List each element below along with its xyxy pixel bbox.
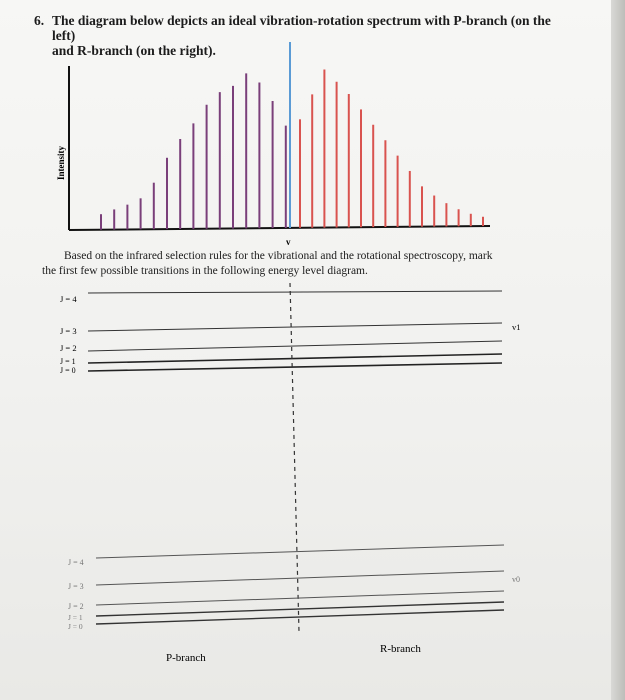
lower-label-j0: J = 0 (68, 622, 83, 631)
lower-vibrational-levels (68, 545, 520, 631)
upper-label-j3: J = 3 (60, 326, 77, 336)
x-axis (69, 226, 490, 230)
p-branch-bars (101, 73, 286, 229)
r-branch-bars (300, 69, 483, 227)
upper-label-j1: J = 1 (60, 357, 76, 366)
upper-level-j0 (88, 363, 502, 371)
lower-label-j4: J = 4 (68, 558, 84, 567)
upper-label-j2: J = 2 (60, 343, 77, 353)
upper-label-j0: J = 0 (60, 366, 76, 375)
instructions-line-2: the first few possible transitions in the following energy level diagram. (42, 265, 368, 277)
lower-level-j4 (96, 545, 504, 558)
instructions-line-1: Based on the infrared selection rules for the vibrational and the rotational spectroscopy, mark (64, 250, 493, 262)
band-center-label: v (286, 237, 291, 247)
upper-vibrational-levels (60, 291, 521, 375)
lower-level-j3 (96, 571, 504, 585)
y-axis-label: Intensity (56, 145, 66, 180)
lower-level-j2 (96, 591, 504, 605)
p-branch-label: P-branch (166, 652, 206, 664)
lower-v-label: v0 (512, 575, 520, 584)
question-line-2: and R-branch (on the right). (52, 43, 216, 58)
upper-level-j2 (88, 341, 502, 351)
lower-label-j1: J = 1 (68, 613, 83, 622)
question-number: 6. (34, 13, 45, 28)
upper-level-j1 (88, 354, 502, 363)
lower-level-j0 (96, 610, 504, 624)
lower-label-j3: J = 3 (68, 582, 84, 591)
upper-label-j4: J = 4 (60, 294, 77, 304)
lower-level-j1 (96, 602, 504, 616)
instructions (42, 249, 562, 279)
r-branch-label: R-branch (380, 643, 421, 655)
question-line-1: The diagram below depicts an ideal vibration-rotation spectrum with P-branch (on the left) (52, 13, 551, 43)
upper-v-label: v1 (512, 322, 521, 332)
dashed-center-line (290, 283, 299, 632)
upper-level-j3 (88, 323, 502, 331)
upper-level-j4 (88, 291, 502, 293)
lower-label-j2: J = 2 (68, 602, 84, 611)
